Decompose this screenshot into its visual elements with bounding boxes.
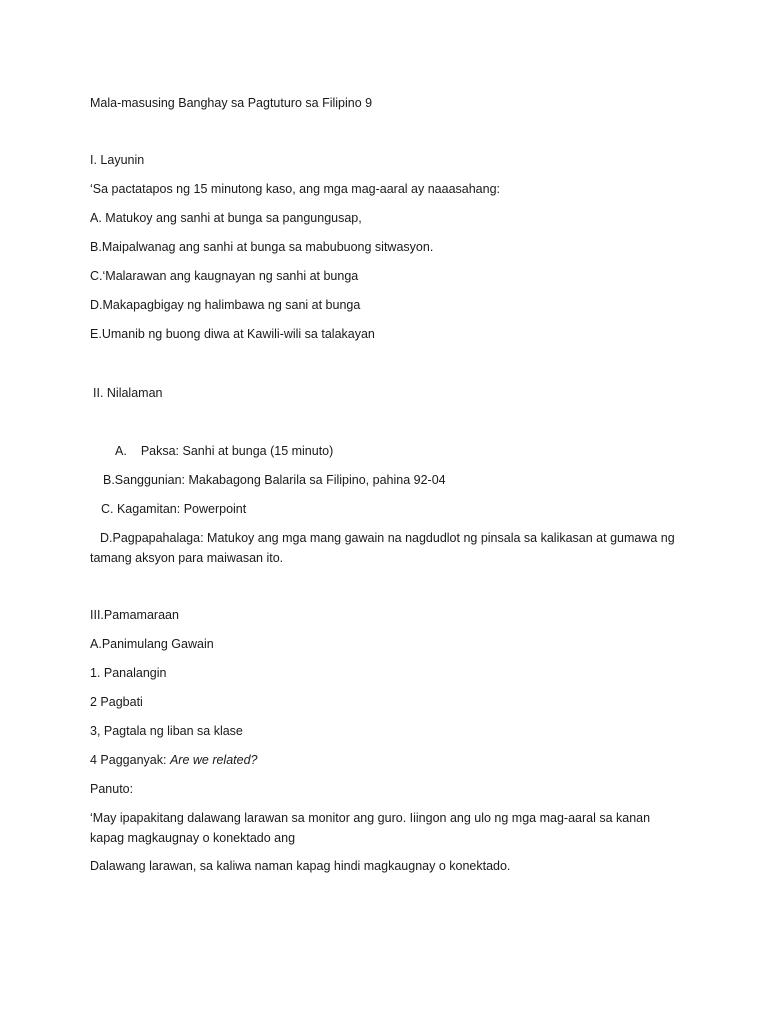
subheading-text: Panimulang Gawain bbox=[101, 637, 214, 651]
layunin-intro: ‘Sa pactatapos ng 15 minutong kaso, ang mga mag-aaral ay naaasahang: bbox=[90, 182, 500, 196]
pagpapahalaga-value: Matukoy ang mga mang gawain na nagdudlot ng pinsala sa kalikasan at gumawa ng tamang aksyon para maiwasan ito. bbox=[90, 531, 675, 565]
section-heading-layunin: I. Layunin bbox=[90, 153, 145, 167]
item-text: Matukoy ang sanhi at bunga sa pangungusap, bbox=[101, 211, 362, 225]
item-marker: A. bbox=[90, 637, 102, 651]
nilalaman-kagamitan bbox=[101, 501, 246, 517]
document-title: Mala-masusing Banghay sa Pagtuturo sa Filipino 9 bbox=[90, 96, 373, 110]
sanggunian-label: B.Sanggunian: bbox=[103, 473, 186, 487]
step-panalangin: 1. Panalangin bbox=[90, 666, 167, 680]
sanggunian-value: Makabagong Balarila sa Filipino, pahina 92-04 bbox=[185, 473, 446, 487]
pamamaraan-subheading bbox=[90, 636, 214, 652]
section-heading-pamamaraan: III.Pamamaraan bbox=[90, 608, 179, 622]
panuto-paragraph-1: ‘May ipapakitang dalawang larawan sa monitor ang guro. Iiingon ang ulo ng mga mag-aaral sa kanan kapag magkaugnay o konektado ang bbox=[90, 811, 651, 845]
pagpapahalaga-label: D.Pagpapahalaga: bbox=[100, 531, 204, 545]
item-marker: B. bbox=[90, 240, 102, 254]
item-text: Maipalwanag ang sanhi at bunga sa mabubuong sitwasyon. bbox=[101, 240, 434, 254]
layunin-item-b bbox=[90, 239, 433, 255]
step-pagbati: 2 Pagbati bbox=[90, 695, 143, 709]
nilalaman-sanggunian bbox=[103, 472, 446, 488]
paksa-label: Paksa: bbox=[140, 444, 180, 458]
kagamitan-label: C. Kagamitan: bbox=[101, 502, 181, 516]
panuto-paragraph-2: Dalawang larawan, sa kaliwa naman kapag hindi magkaugnay o konektado. bbox=[90, 859, 511, 873]
layunin-item-d bbox=[90, 297, 360, 313]
nilalaman-paksa bbox=[115, 443, 333, 459]
item-text: ‘Malarawan ang kaugnayan ng sanhi at bunga bbox=[102, 269, 359, 283]
step-pagtala: 3, Pagtala ng liban sa klase bbox=[90, 724, 243, 738]
pagganyak-value: Are we related? bbox=[169, 753, 258, 767]
layunin-item-e bbox=[90, 326, 375, 342]
item-marker: A. bbox=[115, 444, 127, 458]
kagamitan-value: Powerpoint bbox=[180, 502, 247, 516]
item-text: Makapagbigay ng halimbawa ng sani at bunga bbox=[102, 298, 361, 312]
panuto-label: Panuto: bbox=[90, 782, 134, 796]
layunin-item-c bbox=[90, 268, 358, 284]
item-marker: E. bbox=[90, 327, 102, 341]
nilalaman-pagpapahalaga bbox=[90, 528, 680, 568]
item-marker: C. bbox=[90, 269, 103, 283]
item-text: Umanib ng buong diwa at Kawili-wili sa talakayan bbox=[101, 327, 375, 341]
item-marker: A. bbox=[90, 211, 102, 225]
step-pagganyak bbox=[90, 752, 258, 768]
layunin-item-a bbox=[90, 210, 362, 226]
pagganyak-label: 4 Pagganyak: bbox=[90, 753, 167, 767]
section-heading-nilalaman: II. Nilalaman bbox=[93, 386, 163, 400]
item-marker: D. bbox=[90, 298, 103, 312]
paksa-value: Sanhi at bunga (15 minuto) bbox=[179, 444, 334, 458]
